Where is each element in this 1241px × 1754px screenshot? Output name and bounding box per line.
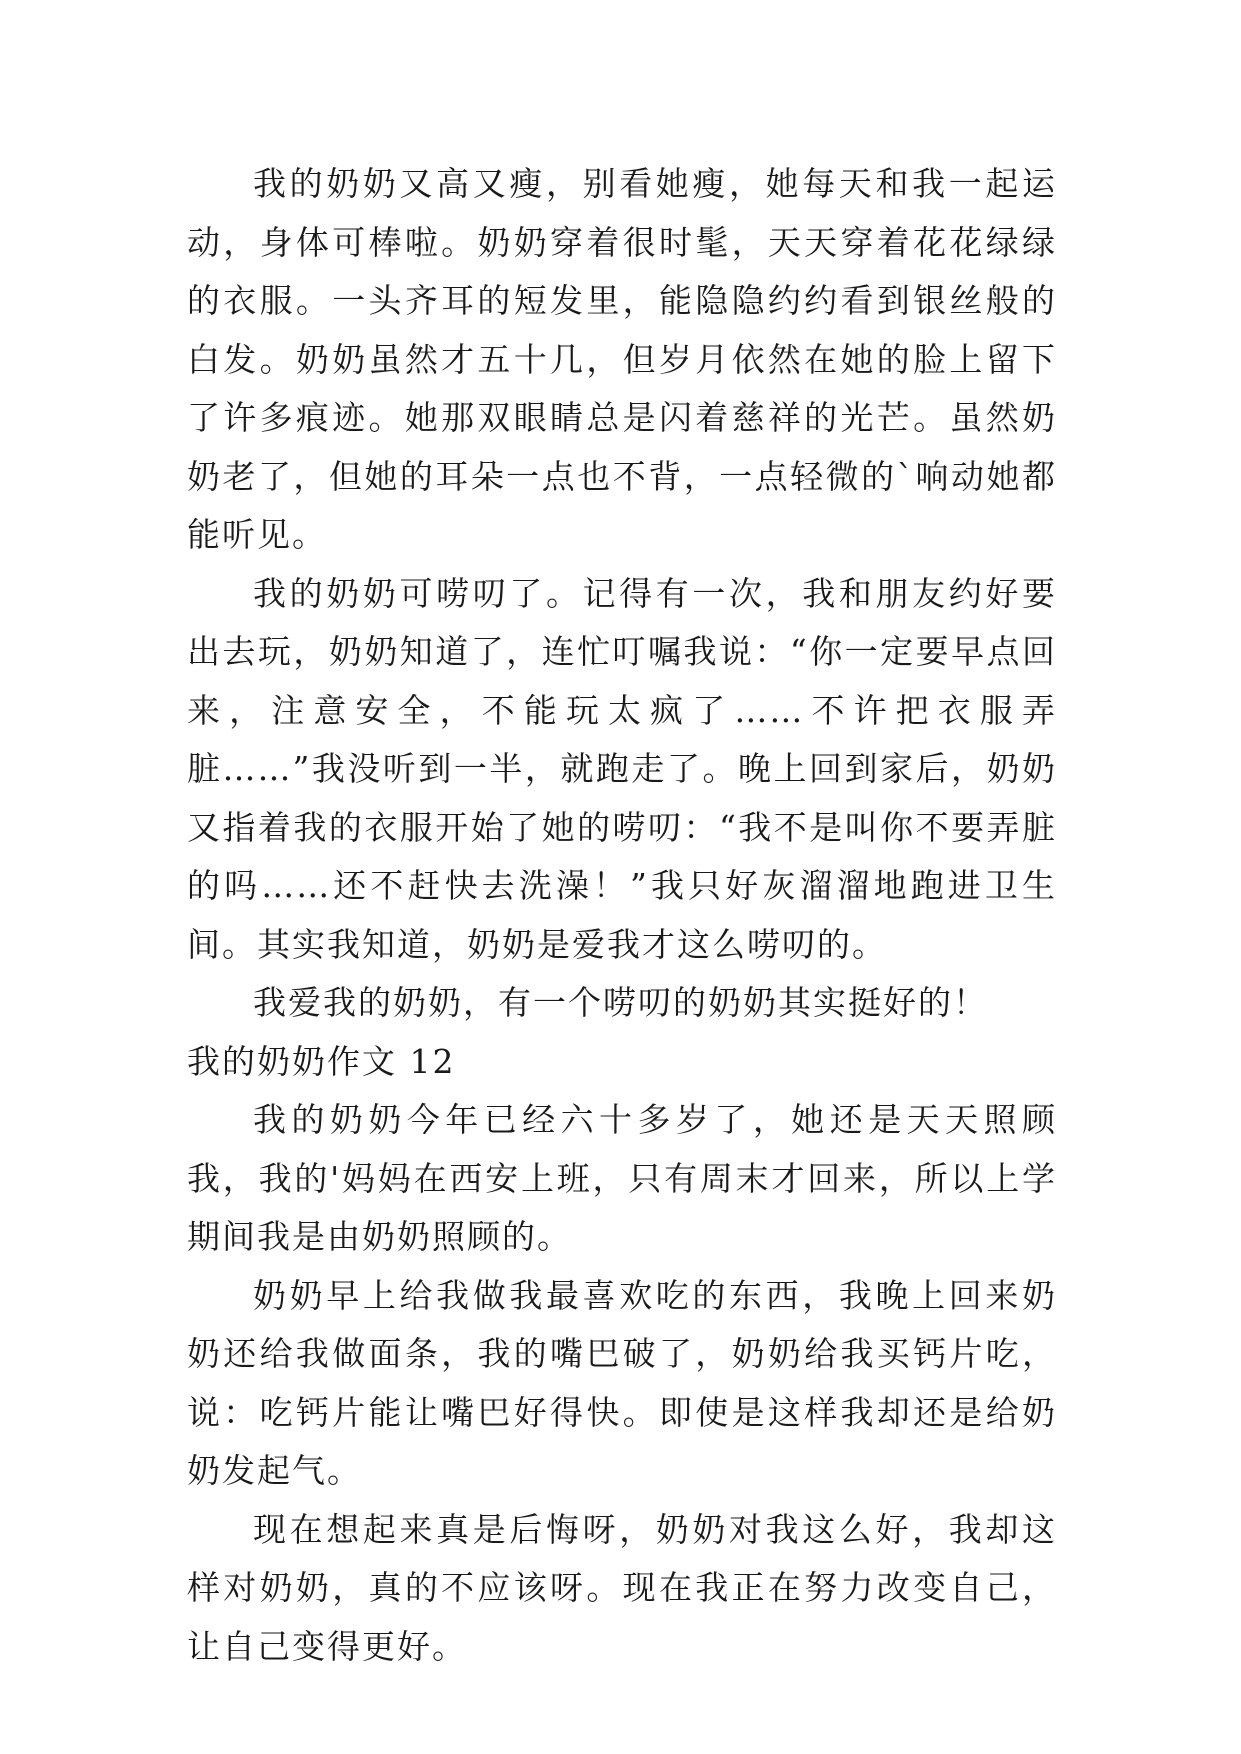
- paragraph-grandma-care: 我的奶奶今年已经六十多岁了，她还是天天照顾我，我的'妈妈在西安上班，只有周末才回来，所以上学期间我是由奶奶照顾的。: [187, 1100, 1057, 1256]
- section-title: 我的奶奶作文 12: [187, 1041, 456, 1081]
- paragraph-grandma-appearance: 我的奶奶又高又瘦，别看她瘦，她每天和我一起运动，身体可棒啦。奶奶穿着很时髦，天天穿着花花绿绿的衣服。一头齐耳的短发里，能隐隐约约看到银丝般的白发。奶奶虽然才五十几，但岁月依然在她的脸上留下了许多痕迹。她那双眼睛总是闪着慈祥的光芒。虽然奶奶老了，但她的耳朵一点也不背，一点轻微的`响动她都能听见。: [187, 164, 1057, 554]
- document-body: [187, 155, 1057, 1676]
- paragraph-regret: 现在想起来真是后悔呀，奶奶对我这么好，我却这样对奶奶，真的不应该呀。现在我正在努力改变自己，让自己变得更好。: [187, 1509, 1057, 1666]
- paragraph-grandma-cooking: 奶奶早上给我做我最喜欢吃的东西，我晚上回来奶奶还给我做面条，我的嘴巴破了，奶奶给我买钙片吃，说：吃钙片能让嘴巴好得快。即使是这样我却还是给奶奶发起气。: [187, 1275, 1057, 1490]
- paragraph-grandma-nagging: 我的奶奶可唠叨了。记得有一次，我和朋友约好要出去玩，奶奶知道了，连忙叮嘱我说：“你一定要早点回来，注意安全，不能玩太疯了……不许把衣服弄脏……”我没听到一半，就跑走了。晚上回到家后，奶奶又指着我的衣服开始了她的唠叨：“我不是叫你不要弄脏的吗……还不赶快去洗澡！”我只好灰溜溜地跑进卫生间。其实我知道，奶奶是爱我才这么唠叨的。: [187, 573, 1057, 964]
- paragraph-love-grandma: 我爱我的奶奶，有一个唠叨的奶奶其实挺好的！: [253, 983, 988, 1022]
